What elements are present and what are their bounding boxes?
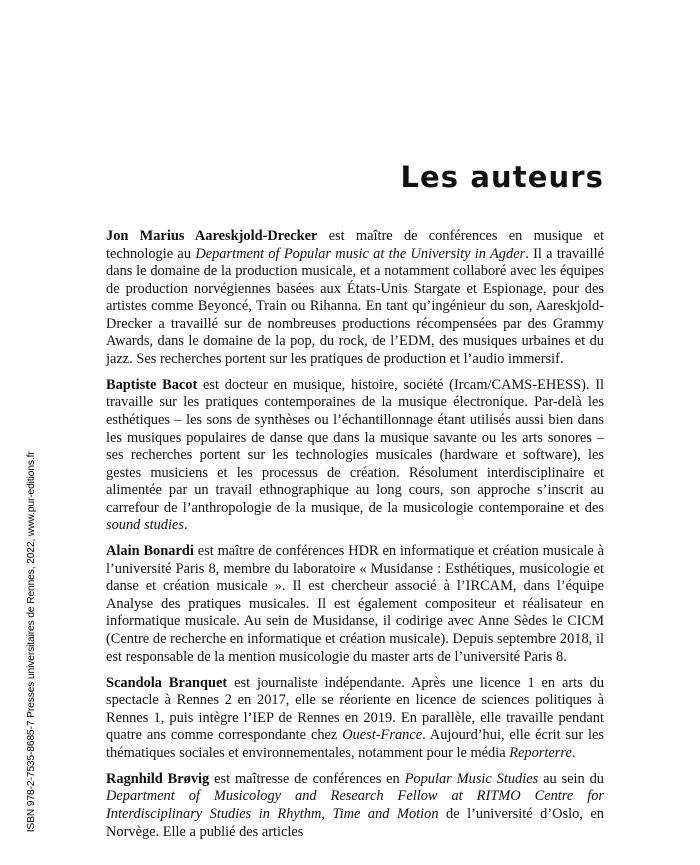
bio-emphasis: Department of Musicology and Research Fellow at RITMO Centre for Interdisciplinary Studies in Rhythm, Time and Motion <box>106 788 604 822</box>
author-name: Baptiste Bacot <box>106 376 198 393</box>
bio-text: de l’université d’Oslo, en Norvège. Elle a publié des articles <box>106 805 604 840</box>
author-bio-paragraph <box>106 543 604 666</box>
bio-text: est maîtresse de conférences en <box>209 770 405 787</box>
author-bios-list <box>106 228 604 841</box>
page-title: Les auteurs <box>400 160 604 195</box>
author-name: Alain Bonardi <box>106 543 194 560</box>
bio-text: est docteur en musique, histoire, société (Ircam/CAMS-EHESS). Il travaille sur les pratiques contemporaines de la musique électronique. Par-delà les esthétiques – les sons de synthèses ou l’échantillonnage étant utilisés aussi bien dans les musiques populaires de danse que dans la musique savante ou les arts sonores – ses recherches portent sur les technologies musicales (hardware et software), les gestes musiciens et les processus de création. Résolument interdisciplinaire et alimentée par un travail ethnographique au long cours, son approche s’inscrit au carrefour de l’anthropologie de la musique, de la musicologie contemporaine et des <box>106 376 604 516</box>
bio-text: est maître de conférences en musique et technologie au <box>106 228 604 262</box>
bio-emphasis: sound studies <box>106 517 184 534</box>
imprint-isbn-line: ISBN 978-2-7535-8685-7 Presses universitaires de Rennes, 2022, www.pur-editions.fr <box>25 451 37 833</box>
author-bio-paragraph <box>106 377 604 535</box>
bio-text: est journaliste indépendante. Après une licence 1 en arts du spectacle à Rennes 2 en 2017, elle se réoriente en licence de sciences politiques à Rennes 1, puis intègre l’IEP de Rennes en 2019. En parallèle, elle travaille pendant quatre ans comme correspondante chez <box>106 674 605 744</box>
imprint-sidebar <box>0 0 62 865</box>
bio-text: au sein du <box>538 770 604 787</box>
author-bio-paragraph <box>106 675 604 763</box>
bio-text: . <box>183 517 188 534</box>
author-name: Jon Marius Aareskjold-Drecker <box>106 228 318 244</box>
bio-emphasis: Ouest-France <box>342 727 423 744</box>
author-bio-paragraph <box>106 771 604 841</box>
bio-text: . Il a travaillé dans le domaine de la production musicale, et a notamment collaboré avec les équipes de production norvégiennes basées aux États-Unis Stargate et Espionage, pour des artistes comme Beyoncé, Train ou Rihanna. En tant qu’ingénieur du son, Aareskjold-Drecker a travaillé sur de nombreuses productions récompensées par des Grammy Awards, dans le domaine de la pop, du rock, de l’EDM, des musiques urbaines et du jazz. Ses recherches portent sur les pratiques de production et l’audio immersif. <box>106 245 604 367</box>
author-name: Scandola Branquet <box>106 674 228 691</box>
bio-emphasis: Reporterre <box>509 744 572 761</box>
bio-emphasis: Popular Music Studies <box>404 770 539 787</box>
author-bio-paragraph <box>106 228 604 368</box>
bio-text: . Aujourd’hui, elle écrit sur les thématiques sociales et environnementales, notamment pour le média <box>106 727 604 761</box>
bio-emphasis: Department of Popular music at the University in Agder <box>195 245 526 262</box>
author-name: Ragnhild Brøvig <box>106 770 210 787</box>
bio-text: est maître de conférences HDR en informatique et création musicale à l’université Paris 8, membre du laboratoire « Musidanse : Esthétiques, musicologie et danse et création musicale ». Il est chercheur associé à l’IRCAM, dans l’équipe Analyse des pratiques musicales. Il est également compositeur et réalisateur en informatique musicale. Au sein de Musidanse, il codirige avec Anne Sèdes le CICM (Centre de recherche en informatique et création musicale). Depuis septembre 2018, il est responsable de la mention musicologie du master arts de l’université Paris 8. <box>106 543 604 665</box>
imprint-title-line <box>0 35 24 865</box>
page-body <box>106 0 604 865</box>
bio-text: . <box>571 744 576 761</box>
